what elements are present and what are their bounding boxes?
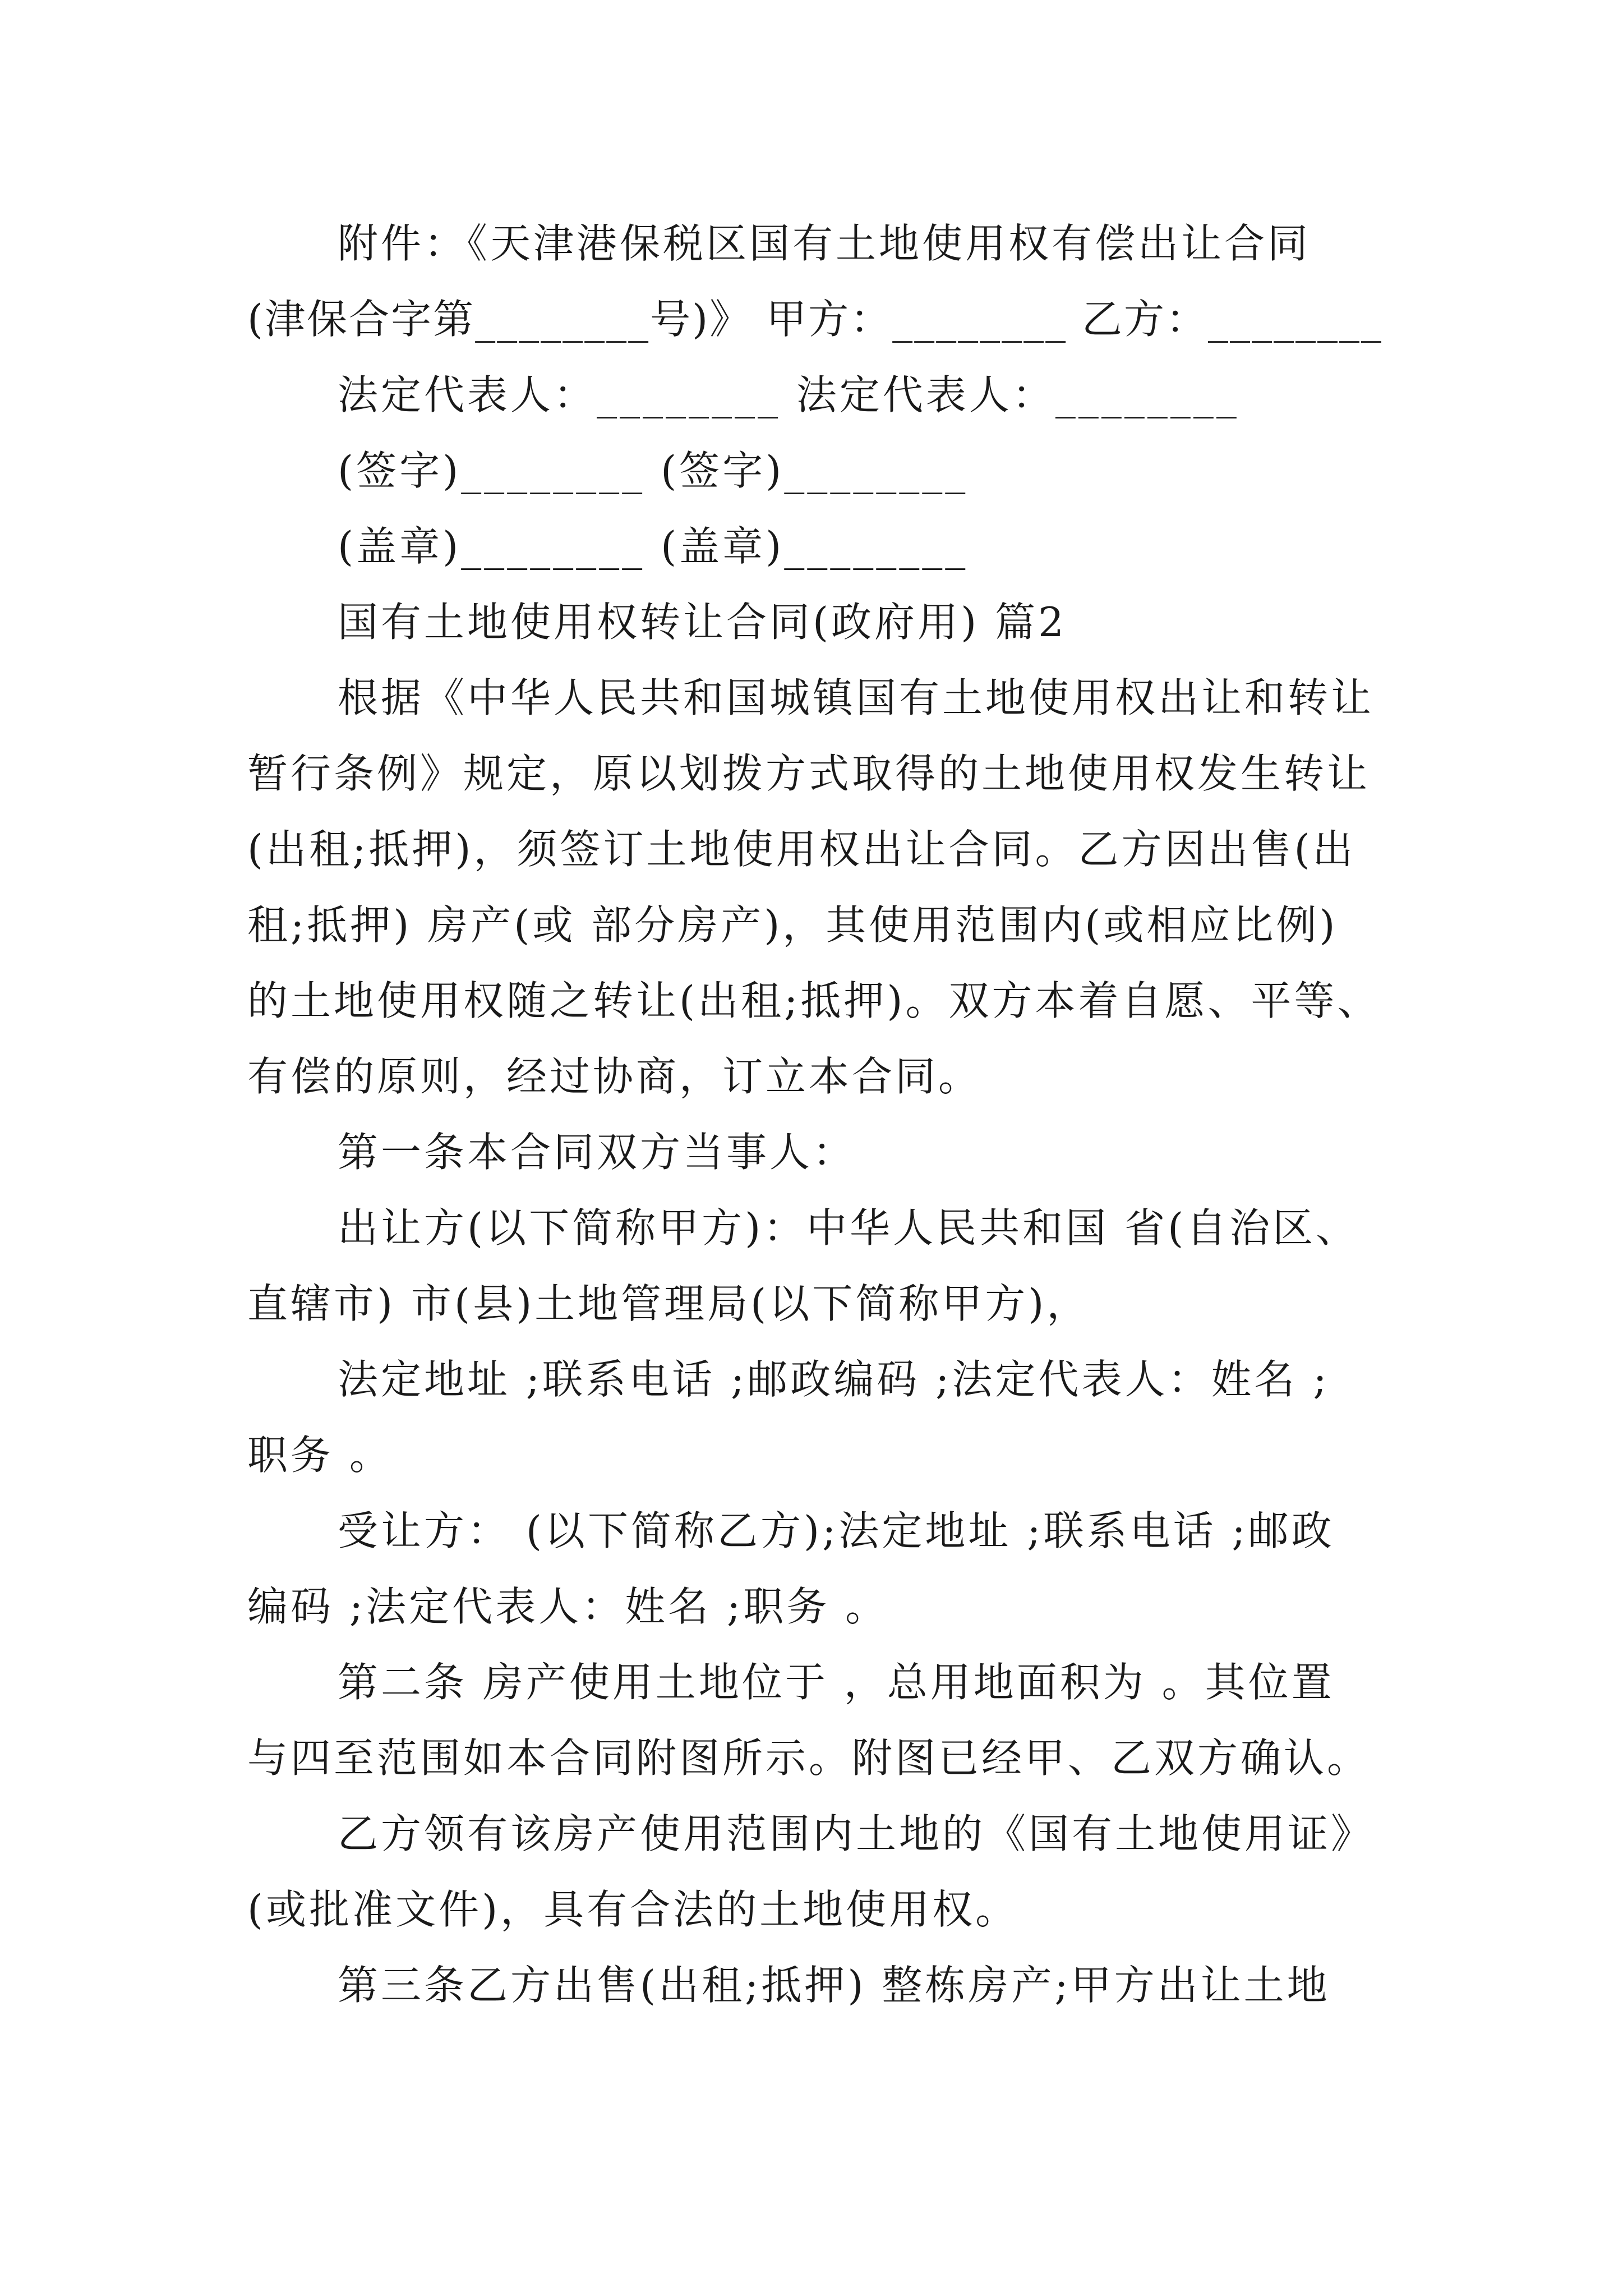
paragraph-line: 受让方： (以下简称乙方);法定地址 ;联系电话 ;邮政 bbox=[338, 1507, 1335, 1554]
paragraph-line: 有偿的原则，经过协商，订立本合同。 bbox=[247, 1053, 982, 1100]
paragraph-line: 直辖市) 市(县)土地管理局(以下简称甲方)， bbox=[247, 1280, 1090, 1327]
paragraph-line: (或批准文件)，具有合法的土地使用权。 bbox=[247, 1886, 1019, 1933]
article-1-heading: 第一条本合同双方当事人： bbox=[338, 1129, 856, 1176]
contract-number-parties-line: (津保合字第________号)》 甲方：________ 乙方：________ bbox=[247, 296, 1383, 343]
article-3-line: 第三条乙方出售(出租;抵押) 整栋房产;甲方出让土地 bbox=[338, 1962, 1330, 2009]
legal-representatives-line: 法定代表人：________ 法定代表人：________ bbox=[338, 371, 1239, 418]
paragraph-line: 职务 。 bbox=[247, 1432, 393, 1479]
annex-title-line: 附件：《天津港保税区国有土地使用权有偿出让合同 bbox=[338, 220, 1311, 267]
section-heading: 国有土地使用权转让合同(政府用) 篇2 bbox=[338, 599, 1067, 646]
article-2-line: 第二条 房产使用土地位于 ，总用地面积为 。其位置 bbox=[338, 1659, 1335, 1706]
paragraph-line: 出让方(以下简称甲方)：中华人民共和国 省(自治区、 bbox=[338, 1204, 1359, 1251]
paragraph-line: 租;抵押) 房产(或 部分房产)，其使用范围内(或相应比例) bbox=[247, 901, 1338, 949]
paragraph-line: 编码 ;法定代表人：姓名 ;职务 。 bbox=[247, 1583, 889, 1630]
signature-line: (签字)________ (签字)________ bbox=[338, 447, 969, 494]
paragraph-line: 与四至范围如本合同附图所示。附图已经甲、乙双方确认。 bbox=[247, 1734, 1371, 1782]
paragraph-line: 的土地使用权随之转让(出租;抵押)。双方本着自愿、平等、 bbox=[247, 977, 1381, 1024]
paragraph-line: 法定地址 ;联系电话 ;邮政编码 ;法定代表人：姓名 ; bbox=[338, 1356, 1330, 1403]
paragraph-line: 乙方领有该房产使用范围内土地的《国有土地使用证》 bbox=[338, 1810, 1375, 1857]
seal-line: (盖章)________ (盖章)________ bbox=[338, 523, 969, 570]
paragraph-line: 暂行条例》规定，原以划拨方式取得的土地使用权发生转让 bbox=[247, 750, 1371, 797]
paragraph-line: 根据《中华人民共和国城镇国有土地使用权出让和转让 bbox=[338, 674, 1375, 721]
paragraph-line: (出租;抵押)，须签订土地使用权出让合同。乙方因出售(出 bbox=[247, 826, 1356, 873]
